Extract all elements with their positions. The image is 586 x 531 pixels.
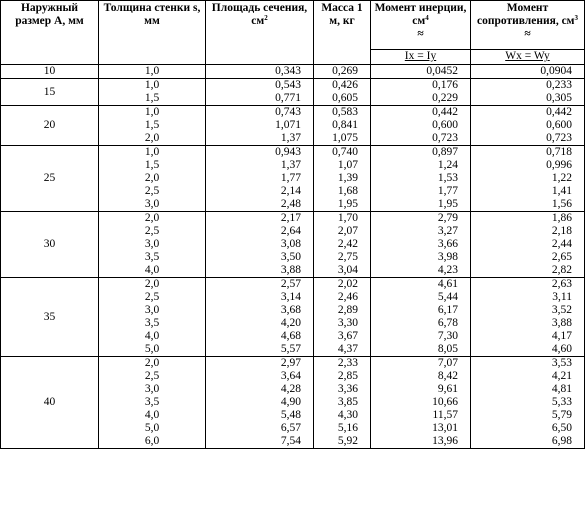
table-row-size-10 xyxy=(1,65,585,79)
cell-wall: 1,0 1,5 2,0 2,5 3,0 xyxy=(99,146,206,212)
cell-area: 2,97 3,64 4,28 4,90 5,48 6,57 7,54 xyxy=(206,357,314,449)
header-inertia-approx: ≈ xyxy=(417,28,424,40)
cell-size: 30 xyxy=(1,212,99,278)
header-section-area-label: Площадь сечения, см xyxy=(211,2,308,27)
table-row-size-35 xyxy=(1,278,585,357)
cell-mass: 1,70 2,07 2,42 2,75 3,04 xyxy=(314,212,371,278)
cell-modulus: 0,0904 xyxy=(471,65,585,79)
cell-inertia: 7,07 8,42 9,61 10,66 11,57 13,01 13,96 xyxy=(371,357,471,449)
table-row-size-15 xyxy=(1,79,585,106)
cell-area: 2,57 3,14 3,68 4,20 4,68 5,57 xyxy=(206,278,314,357)
header-modulus-formula-text: Wx = Wy xyxy=(505,50,550,62)
cell-inertia: 0,897 1,24 1,53 1,77 1,95 xyxy=(371,146,471,212)
cell-inertia: 0,176 0,229 xyxy=(371,79,471,106)
cell-area: 0,743 1,071 1,37 xyxy=(206,106,314,146)
cell-wall: 2,0 2,5 3,0 3,5 4,0 5,0 xyxy=(99,278,206,357)
cell-wall: 2,0 2,5 3,0 3,5 4,0 xyxy=(99,212,206,278)
header-modulus-label: Момент сопротивления, см xyxy=(476,2,575,27)
cell-area: 2,17 2,64 3,08 3,50 3,88 xyxy=(206,212,314,278)
table-row-size-25 xyxy=(1,146,585,212)
cell-mass: 2,02 2,46 2,89 3,30 3,67 4,37 xyxy=(314,278,371,357)
header-modulus-sup: 3 xyxy=(574,14,579,22)
cell-mass: 0,740 1,07 1,39 1,68 1,95 xyxy=(314,146,371,212)
cell-area: 0,943 1,37 1,77 2,14 2,48 xyxy=(206,146,314,212)
cell-size: 15 xyxy=(1,79,99,106)
cell-size: 10 xyxy=(1,65,99,79)
table-row-size-20 xyxy=(1,106,585,146)
cell-mass: 2,33 2,85 3,36 3,85 4,30 5,16 5,92 xyxy=(314,357,371,449)
cell-wall: 1,0 1,5 xyxy=(99,79,206,106)
cell-inertia: 4,61 5,44 6,17 6,78 7,30 8,05 xyxy=(371,278,471,357)
header-outer-size: Наружный размер A, мм xyxy=(1,1,99,65)
cell-modulus: 0,442 0,600 0,723 xyxy=(471,106,585,146)
cell-size: 25 xyxy=(1,146,99,212)
header-inertia-label: Момент инерции, см xyxy=(374,2,467,27)
cell-modulus: 0,718 0,996 1,22 1,41 1,56 xyxy=(471,146,585,212)
cell-modulus: 1,86 2,18 2,44 2,65 2,82 xyxy=(471,212,585,278)
cell-mass: 0,426 0,605 xyxy=(314,79,371,106)
cell-inertia: 0,442 0,600 0,723 xyxy=(371,106,471,146)
cell-size: 35 xyxy=(1,278,99,357)
header-section-area-sup: 2 xyxy=(264,14,268,22)
table-header xyxy=(1,1,585,65)
header-section-area xyxy=(206,1,314,65)
cell-modulus: 3,53 4,21 4,81 5,33 5,79 6,50 6,98 xyxy=(471,357,585,449)
cell-wall: 2,0 2,5 3,0 3,5 4,0 5,0 6,0 xyxy=(99,357,206,449)
cell-inertia: 0,0452 xyxy=(371,65,471,79)
table-row-size-40 xyxy=(1,357,585,449)
cell-size: 40 xyxy=(1,357,99,449)
cell-area: 0,343 xyxy=(206,65,314,79)
header-inertia xyxy=(371,1,471,50)
header-modulus xyxy=(471,1,585,50)
cell-size: 20 xyxy=(1,106,99,146)
cell-mass: 0,269 xyxy=(314,65,371,79)
table-body xyxy=(1,65,585,449)
table-row-size-30 xyxy=(1,212,585,278)
cell-area: 0,543 0,771 xyxy=(206,79,314,106)
cell-wall: 1,0 xyxy=(99,65,206,79)
cell-inertia: 2,79 3,27 3,66 3,98 4,23 xyxy=(371,212,471,278)
cell-wall: 1,0 1,5 2,0 xyxy=(99,106,206,146)
header-mass: Масса 1 м, кг xyxy=(314,1,371,65)
cell-mass: 0,583 0,841 1,075 xyxy=(314,106,371,146)
cell-modulus: 2,63 3,11 3,52 3,88 4,17 4,60 xyxy=(471,278,585,357)
header-wall-thickness: Толщина стенки s, мм xyxy=(99,1,206,65)
cell-modulus: 0,233 0,305 xyxy=(471,79,585,106)
header-inertia-formula-text: Ix = Iy xyxy=(404,50,437,62)
header-inertia-sup: 4 xyxy=(425,14,429,22)
header-inertia-formula xyxy=(371,50,471,65)
header-modulus-formula xyxy=(471,50,585,65)
header-modulus-approx: ≈ xyxy=(524,28,531,40)
